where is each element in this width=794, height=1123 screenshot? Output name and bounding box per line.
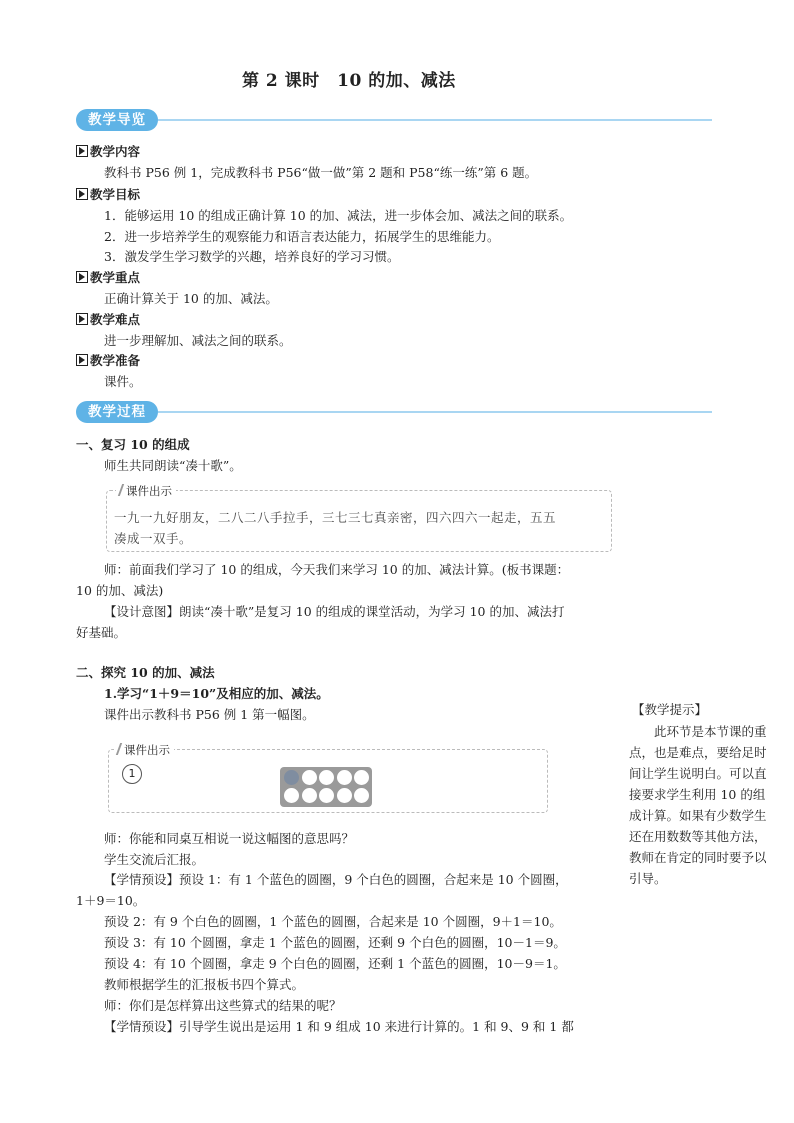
song-line-2: 凑成一双手。 xyxy=(114,531,193,546)
courseware-label: 课件出示 xyxy=(114,742,174,758)
white-circle xyxy=(319,770,334,785)
goal-item-2: 2．进一步培养学生的观察能力和语言表达能力，拓展学生的思维能力。 xyxy=(104,229,500,244)
white-circle xyxy=(354,788,369,803)
content-text: 教科书 P56 例 1，完成教科书 P56“做一做”第 2 题和 P58“练一练”第 6 题。 xyxy=(104,165,538,180)
slash-mark xyxy=(118,484,124,496)
slash-mark xyxy=(116,743,122,755)
preset-3: 预设 3：有 10 个圆圈，拿走 1 个蓝色的圆圈，还剩 9 个白色的圆圈，10－1＝9。 xyxy=(104,935,566,950)
part1-heading: 一、复习 10 的组成 xyxy=(76,437,190,452)
section-head-goals: 教学目标 xyxy=(76,185,140,203)
triangle-icon xyxy=(76,354,88,366)
example-number-badge: 1 xyxy=(122,764,142,784)
preset-1-line-2: 1＋9＝10。 xyxy=(76,893,146,908)
triangle-icon xyxy=(76,188,88,200)
side-note-body: 此环节是本节课的重点，也是难点，要给足时间让学生说明白。可以直接要求学生利用 10 的组成计算。如果有少数学生还在用数数等其他方法，教师在肯定的同时要予以引导。 xyxy=(629,724,767,886)
goal-item-3: 3．激发学生学习数学的兴趣，培养良好的学习习惯。 xyxy=(104,249,400,264)
banner-divider xyxy=(158,411,712,413)
teacher-intro-line-2: 10 的加、减法) xyxy=(76,583,164,598)
white-circle xyxy=(319,788,334,803)
teacher-intro-line-1: 师：前面我们学习了 10 的组成，今天我们来学习 10 的加、减法计算。(板书课题： xyxy=(104,562,570,577)
white-circle xyxy=(337,788,352,803)
part2-heading: 二、探究 10 的加、减法 xyxy=(76,665,215,680)
ten-frame xyxy=(280,767,372,807)
courseware-label: 课件出示 xyxy=(116,483,176,499)
section-head-content: 教学内容 xyxy=(76,142,140,160)
section-head-difficult: 教学难点 xyxy=(76,310,140,328)
blue-circle xyxy=(284,770,299,785)
white-circle xyxy=(337,770,352,785)
banner-guide-label: 教学导览 xyxy=(76,109,158,131)
part1-line: 师生共同朗读“凑十歌”。 xyxy=(104,458,242,473)
triangle-icon xyxy=(76,145,88,157)
section-head-prep: 教学准备 xyxy=(76,351,140,369)
banner-process-label: 教学过程 xyxy=(76,401,158,423)
page-title: 第 2 课时 10 的加、减法 xyxy=(242,71,456,91)
side-note-heading: 【教学提示】 xyxy=(632,702,708,717)
section-head-key: 教学重点 xyxy=(76,268,140,286)
preset-2: 预设 2：有 9 个白色的圆圈，1 个蓝色的圆圈，合起来是 10 个圆圈，9＋1＝10。 xyxy=(104,914,562,929)
board-note: 教师根据学生的汇报板书四个算式。 xyxy=(104,977,305,992)
song-line-1: 一九一九好朋友，二八二八手拉手，三七三七真亲密，四六四六一起走，五五 xyxy=(114,510,557,525)
design-intent-line-1: 【设计意图】朗读“凑十歌”是复习 10 的组成的课堂活动，为学习 10 的加、减法打 xyxy=(104,604,565,619)
question-1: 师：你能和同桌互相说一说这幅图的意思吗？ xyxy=(104,831,355,846)
preset-4: 预设 4：有 10 个圆圈，拿走 9 个白色的圆圈，还剩 1 个蓝色的圆圈，10－9＝1。 xyxy=(104,956,566,971)
banner-divider xyxy=(158,119,712,121)
white-circle xyxy=(284,788,299,803)
preset-5: 【学情预设】引导学生说出是运用 1 和 9 组成 10 来进行计算的。1 和 9、9 和 1 都 xyxy=(104,1019,574,1034)
key-text: 正确计算关于 10 的加、减法。 xyxy=(104,291,278,306)
white-circle xyxy=(302,788,317,803)
goal-item-1: 1．能够运用 10 的组成正确计算 10 的加、减法，进一步体会加、减法之间的联系。 xyxy=(104,208,573,223)
part2-line: 课件出示教科书 P56 例 1 第一幅图。 xyxy=(104,707,315,722)
part2-subheading: 1.学习“1＋9＝10”及相应的加、减法。 xyxy=(104,686,329,701)
preset-1-line-1: 【学情预设】预设 1：有 1 个蓝色的圆圈，9 个白色的圆圈，合起来是 10 个圆圈， xyxy=(104,872,568,887)
question-2: 师：你们是怎样算出这些算式的结果的呢？ xyxy=(104,998,342,1013)
white-circle xyxy=(354,770,369,785)
answer-1: 学生交流后汇报。 xyxy=(104,852,205,867)
white-circle xyxy=(302,770,317,785)
prep-text: 课件。 xyxy=(104,374,142,389)
difficult-text: 进一步理解加、减法之间的联系。 xyxy=(104,333,292,348)
triangle-icon xyxy=(76,271,88,283)
design-intent-line-2: 好基础。 xyxy=(76,625,127,640)
triangle-icon xyxy=(76,313,88,325)
